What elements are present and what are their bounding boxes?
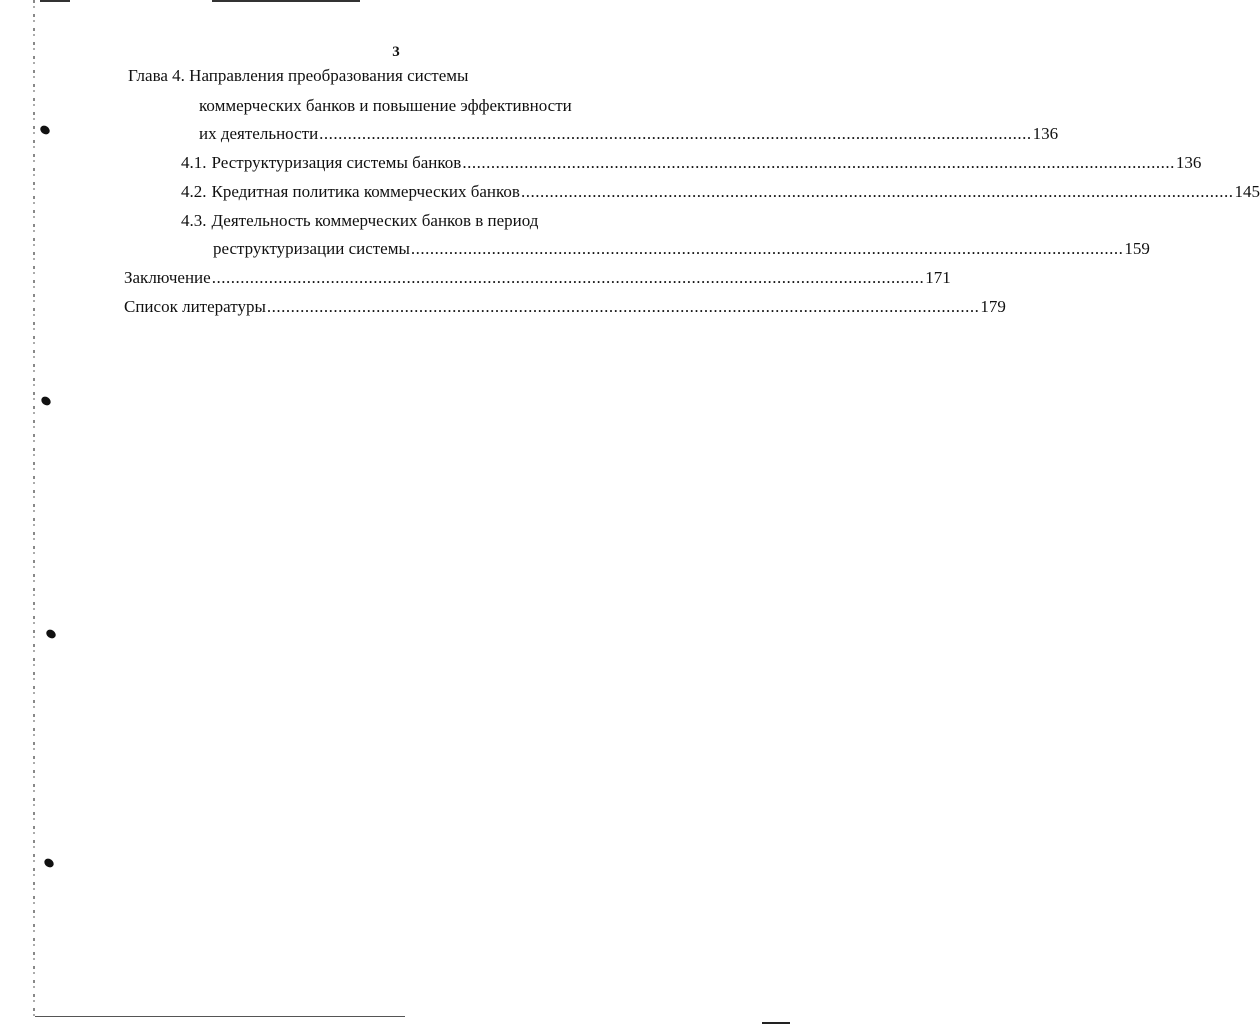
toc-entry-label: их деятельности	[199, 124, 319, 143]
dot-leader: ......................................................................................................................................................	[520, 182, 1234, 201]
punch-hole-mark	[45, 628, 58, 640]
toc-entry-references	[124, 297, 1006, 317]
dot-leader: ......................................................................................................................................................	[319, 124, 1032, 143]
scan-artifact-line	[212, 0, 360, 2]
toc-entry-chapter4	[199, 124, 1059, 144]
toc-entry-page: 145	[1234, 182, 1260, 201]
toc-entry-number: 4.1.	[181, 153, 207, 172]
toc-entry-page: 171	[925, 268, 951, 287]
dot-leader: ......................................................................................................................................................	[410, 239, 1124, 258]
toc-entry-4-3-line2	[213, 239, 1150, 259]
toc-entry-page: 136	[1032, 124, 1059, 143]
punch-hole-mark	[39, 124, 52, 136]
scan-artifact-line	[40, 0, 70, 2]
toc-entry-4-1	[181, 153, 1202, 173]
toc-entry-4-3-line1	[181, 211, 538, 231]
toc-entry-label: Заключение	[124, 268, 211, 287]
dot-leader: ......................................................................................................................................................	[211, 268, 925, 287]
toc-chapter-title-line2: коммерческих банков и повышение эффективности	[199, 96, 572, 115]
toc-entry-number: 4.2.	[181, 182, 207, 201]
toc-entry-label: Кредитная политика коммерческих банков	[211, 182, 520, 201]
scan-artifact-line	[35, 1016, 405, 1017]
toc-entry-label: Список литературы	[124, 297, 266, 316]
toc-entry-page: 159	[1124, 239, 1150, 258]
toc-entry-number: 4.3.	[181, 211, 207, 230]
toc-entry-page: 179	[980, 297, 1006, 316]
toc-entry-conclusion	[124, 268, 951, 288]
page-number: 3	[392, 44, 400, 60]
toc-entry-label: Реструктуризация системы банков	[211, 153, 462, 172]
dot-leader: ......................................................................................................................................................	[462, 153, 1175, 172]
punch-hole-mark	[43, 857, 56, 869]
punch-hole-mark	[40, 395, 53, 407]
toc-chapter-title-line1: Глава 4. Направления преобразования системы	[128, 66, 469, 85]
toc-entry-4-2	[181, 182, 1260, 202]
scan-left-edge	[33, 0, 35, 1020]
toc-entry-page: 136	[1175, 153, 1202, 172]
toc-entry-label: Деятельность коммерческих банков в период	[211, 211, 539, 230]
dot-leader: ......................................................................................................................................................	[266, 297, 980, 316]
toc-entry-label: реструктуризации системы	[213, 239, 410, 258]
